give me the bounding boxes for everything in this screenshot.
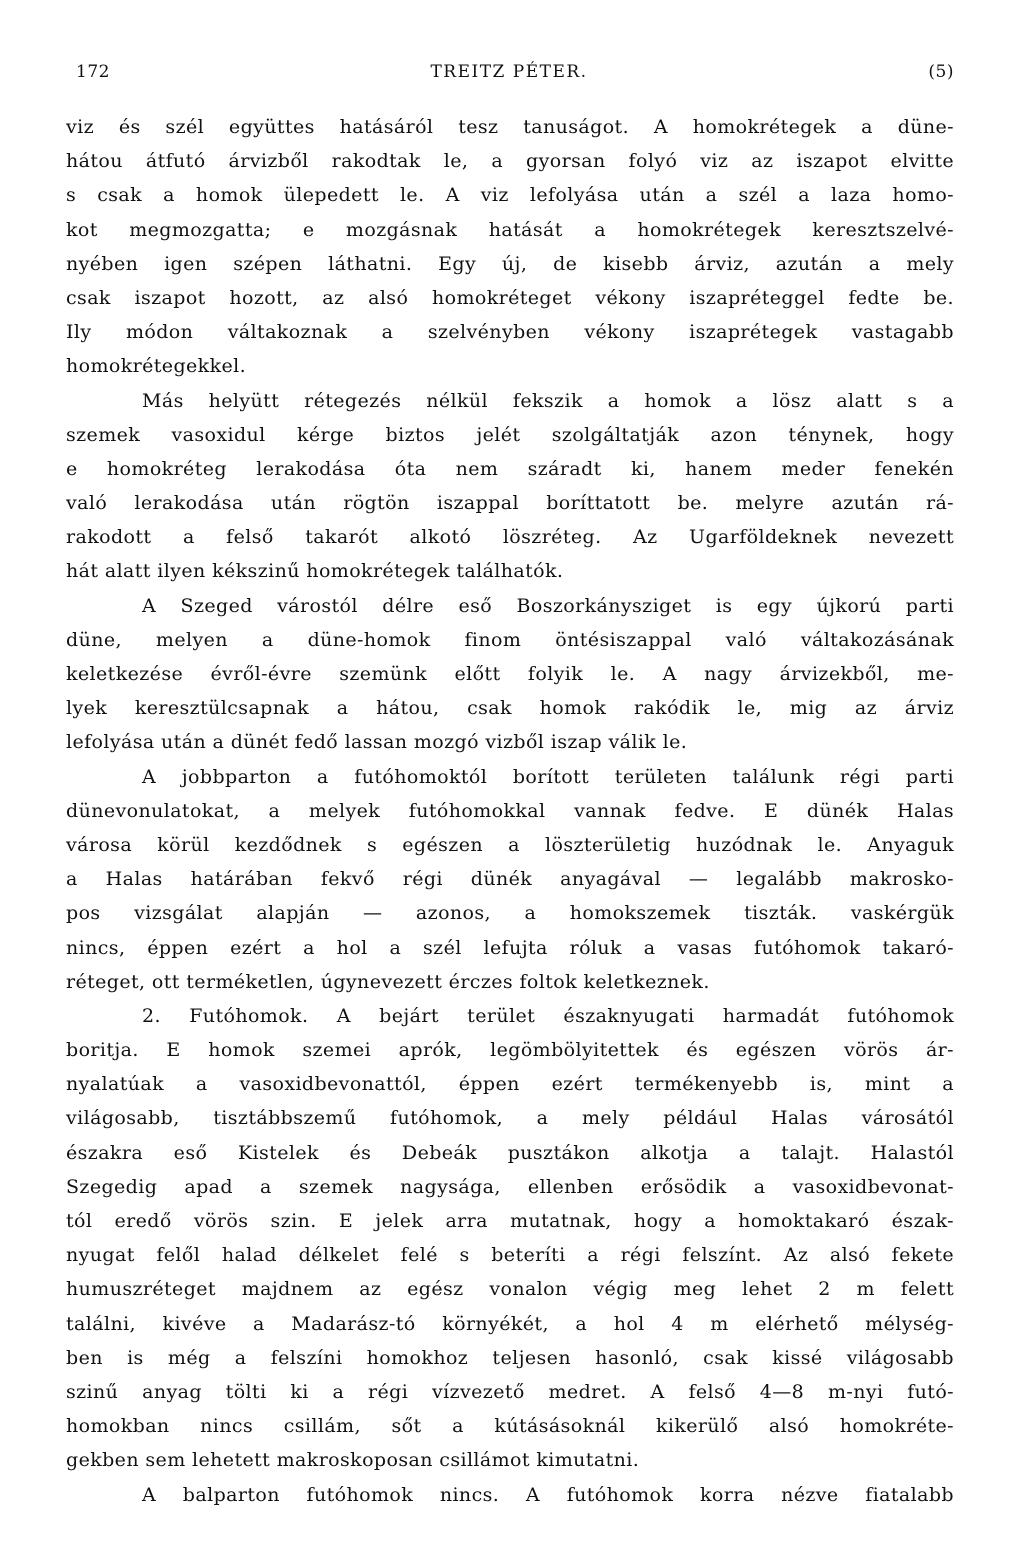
text-line: ben is még a felszíni homokhoz teljesen hasonló, csak kissé világosabb — [66, 1346, 954, 1369]
text-line: e homokréteg lerakodása óta nem száradt ki, hanem meder fenekén — [66, 457, 954, 480]
text-line: 2. Futóhomok. A bejárt terület északnyugati harmadát futóhomok — [142, 1004, 954, 1027]
text-line: réteget, ott terméketlen, úgynevezett érczes foltok keletkeznek. — [66, 970, 710, 993]
text-line: való lerakodása után rögtön iszappal boríttatott be. melyre azután rá- — [66, 492, 954, 515]
text-line: humuszréteget majdnem az egész vonalon végig meg lehet 2 m felett — [66, 1278, 954, 1301]
text-line: Ily módon váltakoznak a szelvényben vékony iszaprétegek vastagabb — [66, 321, 954, 344]
text-line: düne, melyen a düne-homok finom öntésiszappal való váltakozásának — [66, 628, 954, 651]
text-line: hátou átfutó árvizből rakodtak le, a gyorsan folyó viz az iszapot elvitte — [66, 150, 954, 173]
text-line: tól eredő vörös szin. E jelek arra mutatnak, hogy a homoktakaró észak- — [66, 1210, 954, 1232]
text-line: nyugat felől halad délkelet felé s beteríti a régi felszínt. Az alsó fekete — [66, 1244, 954, 1267]
text-line: A jobbparton a futóhomoktól borított területen találunk régi parti — [142, 765, 954, 788]
running-title: TREITZ PÉTER. — [430, 62, 588, 82]
text-line: lefolyása után a dünét fedő lassan mozgó vizből iszap válik le. — [66, 731, 688, 754]
page-number: 172 — [76, 62, 110, 82]
text-line: homokban nincs csillám, sőt a kútásásoknál kikerülő alsó homokréte- — [66, 1415, 954, 1438]
text-line: A Szeged várostól délre eső Boszorkánysziget is egy újkorú parti — [142, 594, 954, 617]
text-line: Szegedig apad a szemek nagysága, ellenben erősödik a vasoxidbevonat- — [66, 1175, 954, 1198]
section-number: (5) — [928, 62, 954, 82]
text-line: nyalatúak a vasoxidbevonattól, éppen ezért termékenyebb is, mint a — [66, 1073, 954, 1096]
text-line: keletkezése évről-évre szemünk előtt folyik le. A nagy árvizekből, me- — [66, 663, 954, 685]
body-text — [66, 110, 954, 1512]
text-line: találni, kivéve a Madarász-tó környékét, a hol 4 m elérhető mélység- — [66, 1312, 954, 1335]
text-line: boritja. E homok szemei aprók, legömbölyitettek és egészen vörös ár- — [66, 1039, 954, 1062]
text-line: s csak a homok ülepedett le. A viz lefolyása után a szél a laza homo- — [66, 184, 954, 207]
text-line: világosabb, tisztábbszemű futóhomok, a mely például Halas városától — [66, 1107, 954, 1130]
text-line: szinű anyag tölti ki a régi vízvezető medret. A felső 4—8 m-nyi futó- — [66, 1380, 954, 1403]
text-line: szemek vasoxidul kérge biztos jelét szolgáltatják azon ténynek, hogy — [66, 423, 954, 446]
text-line: nyében igen szépen láthatni. Egy új, de kisebb árviz, azután a mely — [66, 252, 954, 275]
text-line: kot megmozgatta; e mozgásnak hatását a homokrétegek keresztszelvé- — [66, 218, 954, 241]
text-line: városa körül kezdődnek s egészen a löszterületig huzódnak le. Anyaguk — [66, 833, 954, 856]
text-line: A balparton futóhomok nincs. A futóhomok korra nézve fiatalabb — [142, 1483, 954, 1506]
text-line: csak iszapot hozott, az alsó homokréteget vékony iszapréteggel fedte be. — [66, 286, 954, 309]
text-line: hát alatt ilyen kékszinű homokrétegek találhatók. — [66, 560, 564, 583]
text-line: lyek keresztülcsapnak a hátou, csak homok rakódik le, mig az árviz — [66, 697, 954, 720]
text-line: a Halas határában fekvő régi dünék anyagával — legalább makrosko- — [66, 868, 954, 891]
text-line: viz és szél együttes hatásáról tesz tanuságot. A homokrétegek a düne- — [66, 116, 954, 138]
text-line: pos vizsgálat alapján — azonos, a homokszemek tiszták. vaskérgük — [66, 902, 954, 925]
text-line: dünevonulatokat, a melyek futóhomokkal vannak fedve. E dünék Halas — [66, 799, 954, 822]
text-line: északra eső Kistelek és Debeák pusztákon alkotja a talajt. Halastól — [66, 1141, 954, 1164]
text-line: nincs, éppen ezért a hol a szél lefujta róluk a vasas futóhomok takaró- — [66, 936, 954, 959]
text-line: Más helyütt rétegezés nélkül fekszik a homok a lösz alatt s a — [142, 389, 954, 412]
text-line: homokrétegekkel. — [66, 355, 247, 378]
page-header — [64, 62, 954, 86]
text-line: rakodott a felső takarót alkotó löszréteg. Az Ugarföldeknek nevezett — [66, 526, 954, 549]
text-line: gekben sem lehetett makroskoposan csillámot kimutatni. — [66, 1449, 640, 1472]
